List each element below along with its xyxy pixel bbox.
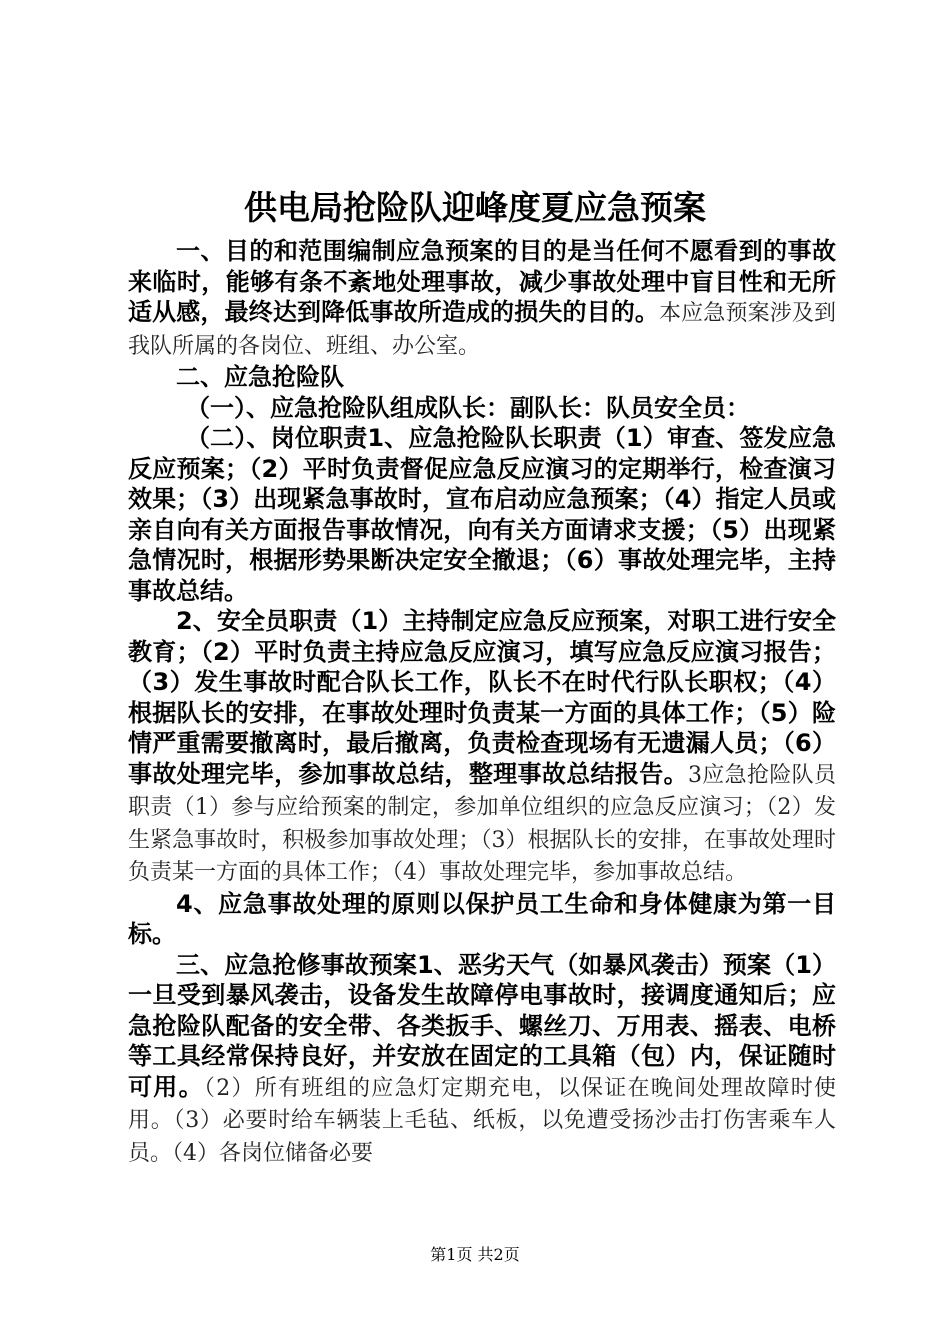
paragraph-handling-principle: 4、应急事故处理的原则以保护员工生命和身体健康为第一目标。 — [128, 889, 836, 948]
paragraph-light-text: 本应急预案涉及到我队所属的各岗位、班组、办公室。 — [128, 301, 836, 359]
document-title: 供电局抢险队迎峰度夏应急预案 — [244, 188, 706, 227]
page-number-footer: 第1页 共2页 — [430, 1245, 520, 1264]
paragraph-captain-duties: （二）、岗位职责1、应急抢险队长职责（1）审查、签发应急反应预案；（2）平时负责督促应急反应演习的定期举行，检查演习效果；（3）出现紧急事故时，宣布启动应急预案；（4）指定人员或亲自向有关方面报告事故情况，向有关方面请求支援；（5）出现紧急情况时，根据形势果断决定安全撤退；（6）事故处理完毕，主持事故总结。 — [128, 424, 836, 605]
paragraph-purpose-scope — [128, 236, 836, 362]
paragraph-bold-text: 三、应急抢修事故预案1、恶劣天气（如暴风袭击）预案（1）一旦受到暴风袭击，设备发生故障停电事故时，接调度通知后；应急抢险队配备的安全带、各类扳手、螺丝刀、万用表、摇表、电桥等工具经常保持良好，并安放在固定的工具箱（包）内，保证随时可用。 — [128, 950, 836, 1101]
paragraph-repair-plan — [128, 950, 836, 1170]
paragraph-light-text: （2）所有班组的应急灯定期充电，以保证在晚间处理故障时使用。（3）必要时给车辆装上毛毡、纸板，以免遭受扬沙击打伤害乘车人员。（4）各岗位储备必要 — [128, 1075, 837, 1166]
document-body — [128, 236, 836, 1169]
paragraph-bold-text: 2、安全员职责（1）主持制定应急反应预案，对职工进行安全教育；（2）平时负责主持应急反应演习，填写应急反应演习报告；（3）发生事故时配合队长工作，队长不在时代行队长职权；（4）根据队长的安排，在事故处理时负责某一方面的具体工作；（5）险情严重需要撤离时，最后撤离，负责检查现场有无遗漏人员；（6）事故处理完毕，参加事故总结，整理事故总结报告。 — [128, 607, 836, 788]
paragraph-bold-text: 一、目的和范围编制应急预案的目的是当任何不愿看到的事故来临时，能够有条不紊地处理事故，减少事故处理中盲目性和无所适从感，最终达到降低事故所造成的损失的目的。 — [128, 237, 836, 326]
paragraph-safety-officer-duties — [128, 606, 836, 889]
heading-emergency-team: 二、应急抢险队 — [176, 363, 344, 391]
paragraph-light-text: 3应急抢险队员职责（1）参与应给预案的制定，参加单位组织的应急反应演习；（2）发生紧急事故时，积极参加事故处理；（3）根据队长的安排，在事故处理时负责某一方面的具体工作；（4）事故处理完毕，参加事故总结。 — [128, 762, 837, 885]
paragraph-team-composition: （一）、应急抢险队组成队长：副队长：队员安全员： — [186, 393, 750, 422]
